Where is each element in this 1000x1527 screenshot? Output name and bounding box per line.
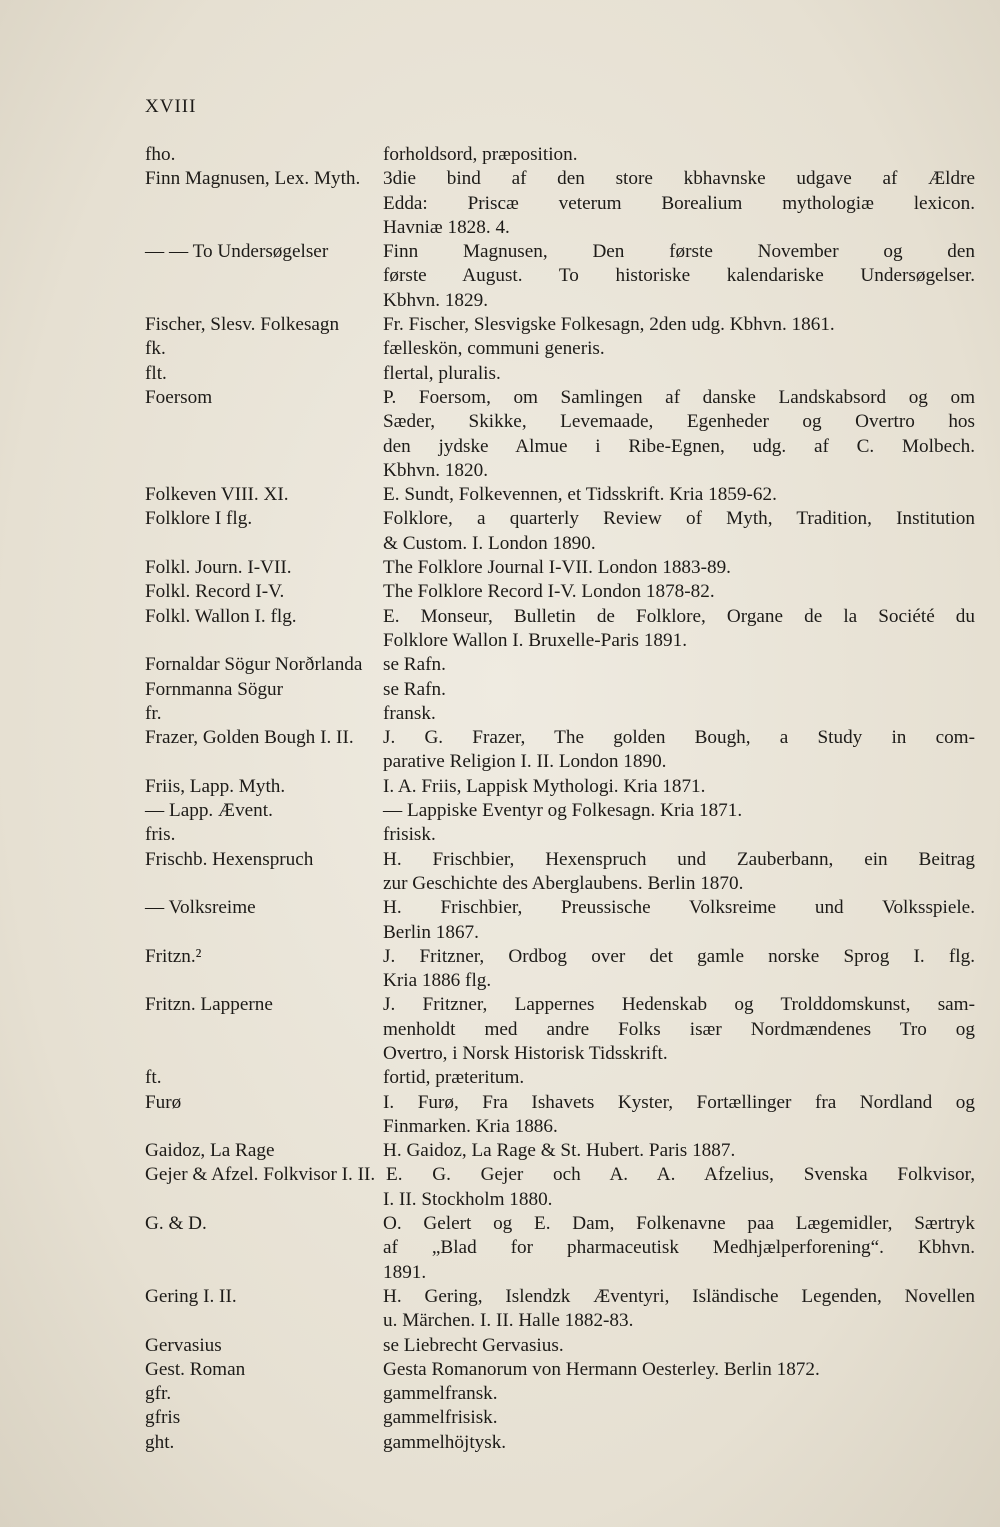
entry-definition [145, 1212, 975, 1285]
definition-line: H. Frischbier, Preussische Volksreime und Volksspiele. [383, 897, 975, 919]
definition-line: gammelfransk. [383, 1383, 498, 1405]
definition-line: H. Gaidoz, La Rage & St. Hubert. Paris 1887. [383, 1140, 736, 1162]
entry-definition [145, 362, 975, 386]
definition-line: Folklore, a quarterly Review of Myth, Tradition, Institution [383, 508, 975, 530]
list-item [145, 945, 975, 994]
definition-line: Berlin 1867. [383, 921, 479, 943]
definition-line: J. Fritzner, Lappernes Hedenskab og Trolddomskunst, sam- [383, 994, 975, 1016]
definition-line: Edda: Priscæ veterum Borealium mythologiæ lexicon. [383, 192, 975, 214]
list-item [145, 167, 975, 240]
list-item [145, 337, 975, 361]
definition-line: fransk. [383, 702, 436, 724]
entry-abbreviation: Furø [145, 1091, 182, 1113]
definition-line: se Rafn. [383, 678, 446, 700]
definition-line: Kria 1886 flg. [383, 970, 492, 992]
list-item [145, 653, 975, 677]
definition-line: H. Gering, Islendzk Æventyri, Isländische Legenden, Novellen [383, 1285, 975, 1307]
entry-abbreviation: Finn Magnusen, Lex. Myth. [145, 168, 361, 190]
entry-abbreviation: Foersom [145, 386, 213, 408]
list-item [145, 1163, 975, 1212]
list-item [145, 1066, 975, 1090]
entry-abbreviation: Frazer, Golden Bough I. II. [145, 727, 354, 749]
entry-abbreviation: Fornaldar Sögur Norðrlanda [145, 654, 363, 676]
list-item [145, 1285, 975, 1334]
definition-line: Folklore Wallon I. Bruxelle-Paris 1891. [383, 629, 687, 651]
page-number: XVIII [145, 96, 197, 117]
definition-line: H. Frischbier, Hexenspruch und Zauberbann, ein Beitrag [383, 848, 975, 870]
definition-line: & Custom. I. London 1890. [383, 532, 596, 554]
list-item [145, 240, 975, 313]
definition-line: Fr. Fischer, Slesvigske Folkesagn, 2den udg. Kbhvn. 1861. [383, 314, 835, 336]
list-item [145, 702, 975, 726]
list-item [145, 1406, 975, 1430]
entry-definition [145, 507, 975, 556]
list-item [145, 1382, 975, 1406]
entry-abbreviation: Folkl. Record I-V. [145, 581, 285, 603]
entry-definition [145, 1382, 975, 1406]
entry-abbreviation: — — To Undersøgelser [145, 241, 329, 263]
entry-abbreviation: fho. [145, 144, 176, 165]
list-item [145, 678, 975, 702]
entry-abbreviation: Folklore I flg. [145, 508, 253, 530]
definition-line: se Liebrecht Gervasius. [383, 1334, 564, 1356]
entry-abbreviation: Gejer & Afzel. Folkvisor I. II. [145, 1164, 376, 1186]
entry-abbreviation: Folkl. Journ. I-VII. [145, 557, 292, 579]
entry-definition [145, 1091, 975, 1140]
list-item [145, 1334, 975, 1358]
definition-line: Overtro, i Norsk Historisk Tidsskrift. [383, 1042, 668, 1064]
list-item [145, 1212, 975, 1285]
entry-abbreviation: fk. [145, 338, 166, 360]
definition-line: fortid, præteritum. [383, 1067, 525, 1089]
entry-abbreviation: Gervasius [145, 1334, 222, 1356]
list-item [145, 386, 975, 483]
list-item [145, 1358, 975, 1382]
definition-line: 3die bind af den store kbhavnske udgave af Ældre [383, 168, 975, 190]
list-item [145, 483, 975, 507]
entry-abbreviation: flt. [145, 362, 167, 384]
list-item [145, 896, 975, 945]
entry-abbreviation: G. & D. [145, 1213, 207, 1235]
definition-line: u. Märchen. I. II. Halle 1882-83. [383, 1310, 634, 1332]
definition-line: I. Furø, Fra Ishavets Kyster, Fortællinger fra Nordland og [383, 1091, 975, 1113]
entry-definition [145, 702, 975, 726]
entry-abbreviation: — Lapp. Ævent. [145, 800, 273, 822]
list-item [145, 313, 975, 337]
list-item [145, 605, 975, 654]
definition-line: Havniæ 1828. 4. [383, 216, 510, 238]
entry-definition [145, 823, 975, 847]
entry-abbreviation: fris. [145, 824, 176, 846]
definition-line: gammelfrisisk. [383, 1407, 498, 1429]
entry-abbreviation: fr. [145, 702, 162, 724]
entry-abbreviation: Gaidoz, La Rage [145, 1140, 275, 1162]
entry-abbreviation: Fischer, Slesv. Folkesagn [145, 314, 340, 336]
definition-line: O. Gelert og E. Dam, Folkenavne paa Lægemidler, Særtryk [383, 1213, 975, 1235]
definition-line: Finmarken. Kria 1886. [383, 1115, 558, 1137]
entry-definition [145, 1431, 975, 1455]
list-item [145, 1431, 975, 1455]
entry-definition [145, 1334, 975, 1358]
list-item [145, 1139, 975, 1163]
definition-line: J. G. Frazer, The golden Bough, a Study in com- [383, 727, 975, 749]
definition-line: se Rafn. [383, 654, 446, 676]
definition-line: parative Religion I. II. London 1890. [383, 751, 667, 773]
entry-definition [145, 1066, 975, 1090]
entry-definition [145, 896, 975, 945]
entry-definition [145, 945, 975, 994]
entry-abbreviation: Gest. Roman [145, 1358, 246, 1380]
definition-line: den jydske Almue i Ribe-Egnen, udg. af C. Molbech. [383, 435, 975, 457]
definition-line: gammelhöjtysk. [383, 1431, 507, 1453]
list-item [145, 362, 975, 386]
list-item [145, 775, 975, 799]
list-item [145, 556, 975, 580]
entry-abbreviation: ght. [145, 1431, 175, 1453]
definition-line: E. Monseur, Bulletin de Folklore, Organe de la Société du [383, 605, 975, 627]
definition-line: I. A. Friis, Lappisk Mythologi. Kria 1871. [383, 775, 706, 797]
list-item [145, 507, 975, 556]
definition-line: The Folklore Journal I-VII. London 1883-89. [383, 557, 731, 579]
entry-abbreviation: ft. [145, 1067, 162, 1089]
entry-abbreviation: gfr. [145, 1383, 172, 1405]
definition-line: Gesta Romanorum von Hermann Oesterley. Berlin 1872. [383, 1358, 820, 1380]
entry-abbreviation: Gering I. II. [145, 1285, 237, 1307]
definition-line: første August. To historiske kalendariske Undersøgelser. [383, 265, 975, 287]
entry-abbreviation: Friis, Lapp. Myth. [145, 775, 286, 797]
definition-line: P. Foersom, om Samlingen af danske Landskabsord og om [383, 386, 975, 408]
entry-definition [145, 1285, 975, 1334]
list-item [145, 580, 975, 604]
entry-abbreviation: Frischb. Hexenspruch [145, 848, 314, 870]
entry-abbreviation: Fornmanna Sögur [145, 678, 284, 700]
definition-line: Finn Magnusen, Den første November og den [383, 241, 975, 263]
abbreviation-list [145, 143, 975, 1455]
list-item [145, 143, 975, 167]
definition-line: J. Fritzner, Ordbog over det gamle norske Sprog I. flg. [383, 945, 975, 967]
entry-abbreviation: gfris [145, 1407, 181, 1429]
list-item [145, 726, 975, 775]
entry-abbreviation: Folkl. Wallon I. flg. [145, 605, 297, 627]
list-item [145, 1091, 975, 1140]
definition-line: Kbhvn. 1820. [383, 459, 488, 481]
definition-line: Kbhvn. 1829. [383, 289, 488, 311]
definition-line: — Lappiske Eventyr og Folkesagn. Kria 1871. [383, 800, 743, 822]
definition-line: Sæder, Skikke, Levemaade, Egenheder og Overtro hos [383, 411, 975, 433]
entry-abbreviation: Fritzn. Lapperne [145, 994, 273, 1016]
definition-line: menholdt med andre Folks især Nordmændenes Tro og [383, 1018, 975, 1040]
definition-line: The Folklore Record I-V. London 1878-82. [383, 581, 715, 603]
definition-line: E. Sundt, Folkevennen, et Tidsskrift. Kria 1859-62. [383, 484, 777, 506]
list-item [145, 823, 975, 847]
entry-definition [145, 1406, 975, 1430]
entry-abbreviation: Folkeven VIII. XI. [145, 484, 289, 506]
list-item [145, 848, 975, 897]
entry-definition [145, 1358, 975, 1382]
definition-line: E. G. Gejer och A. A. Afzelius, Svenska Folkvisor, [386, 1164, 975, 1186]
definition-line: fælleskön, communi generis. [383, 338, 605, 360]
list-item [145, 799, 975, 823]
entry-abbreviation: — Volksreime [145, 897, 256, 919]
entry-abbreviation: Fritzn.² [145, 945, 202, 967]
definition-line: af „Blad for pharmaceutisk Medhjælperforening“. Kbhvn. [383, 1237, 975, 1259]
definition-line: flertal, pluralis. [383, 362, 501, 384]
definition-line: 1891. [383, 1261, 427, 1283]
entry-definition [145, 337, 975, 361]
definition-line: forholdsord, præposition. [383, 144, 578, 165]
definition-line: I. II. Stockholm 1880. [383, 1188, 553, 1210]
definition-line: frisisk. [383, 824, 436, 846]
entry-definition [145, 386, 975, 483]
entry-definition [145, 143, 975, 167]
definition-line: zur Geschichte des Aberglaubens. Berlin 1870. [383, 872, 744, 894]
list-item [145, 993, 975, 1066]
